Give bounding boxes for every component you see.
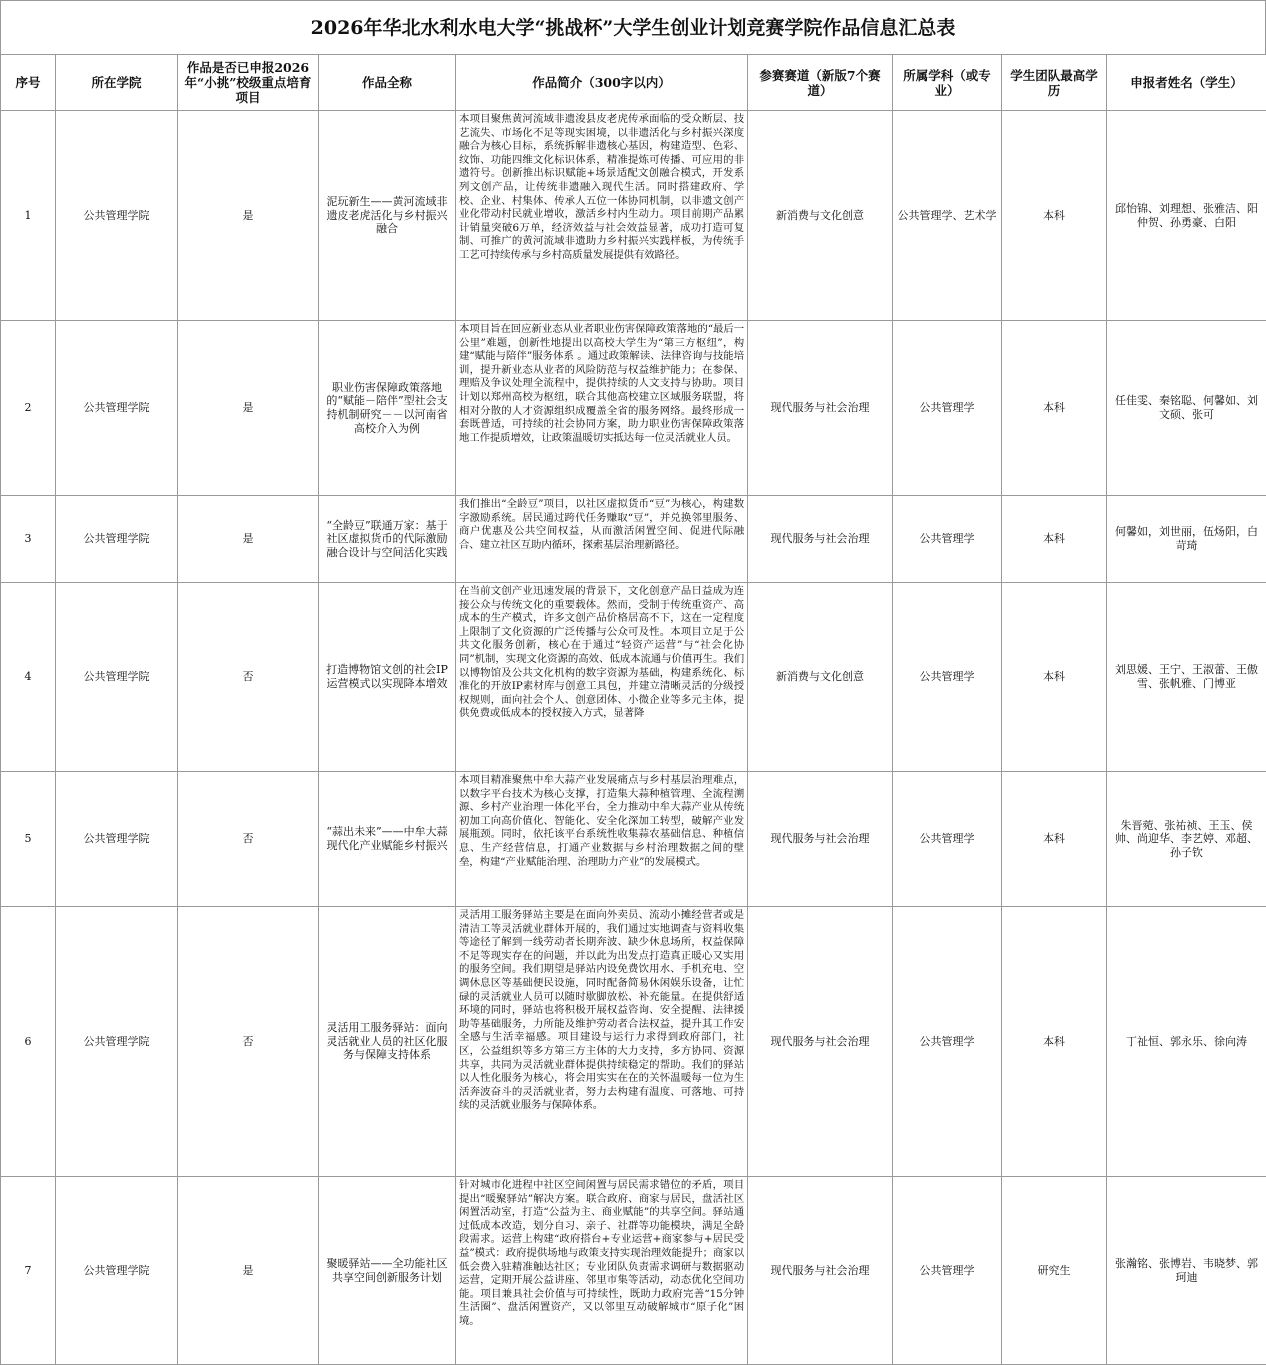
intro-text: 我们推出“全龄豆”项目，以社区虚拟货币“豆”为核心，构建数字激励系统。居民通过跨代任务赚取“豆”，并兑换邻里服务、商户优惠及公共空间权益，从而激活闲置空间、促进代际融合、建立社区互助内循环，探索基层治理新路径。 [459, 498, 744, 551]
cell-discipline: 公共管理学 [893, 907, 1002, 1177]
cell-work-name: 职业伤害保障政策落地的“赋能－陪伴”型社会支持机制研究－－以河南省高校介入为例 [319, 321, 456, 496]
header-applicants: 申报者姓名（学生） [1107, 55, 1266, 111]
cell-intro [456, 1177, 748, 1365]
cell-college: 公共管理学院 [56, 496, 178, 583]
cell-work-name: “蒜出未来”——中牟大蒜现代化产业赋能乡村振兴 [319, 772, 456, 907]
table-row [1, 907, 1266, 1177]
table-row [1, 772, 1266, 907]
cell-degree: 本科 [1002, 111, 1107, 321]
cell-key-project: 是 [178, 321, 319, 496]
header-discipline: 所属学科（或专业） [893, 55, 1002, 111]
header-key-project: 作品是否已申报2026年“小挑”校级重点培育项目 [178, 55, 319, 111]
table-row [1, 321, 1266, 496]
sheet-title: 2026年华北水利水电大学“挑战杯”大学生创业计划竞赛学院作品信息汇总表 [0, 0, 1266, 54]
cell-applicants: 刘思媛、王宁、王淑蕾、王傲雪、张帆雅、门博亚 [1107, 583, 1266, 772]
cell-discipline: 公共管理学 [893, 496, 1002, 583]
cell-college: 公共管理学院 [56, 1177, 178, 1365]
cell-seq: 6 [1, 907, 56, 1177]
cell-college: 公共管理学院 [56, 321, 178, 496]
cell-degree: 研究生 [1002, 1177, 1107, 1365]
cell-work-name: 聚暖驿站——全功能社区共享空间创新服务计划 [319, 1177, 456, 1365]
table-row [1, 111, 1266, 321]
cell-applicants: 邱怡锦、刘理想、张雅洁、阳仲贺、孙勇豪、白阳 [1107, 111, 1266, 321]
header-seq: 序号 [1, 55, 56, 111]
cell-discipline: 公共管理学、艺术学 [893, 111, 1002, 321]
cell-key-project: 是 [178, 111, 319, 321]
cell-degree: 本科 [1002, 907, 1107, 1177]
cell-college: 公共管理学院 [56, 907, 178, 1177]
cell-work-name: 灵活用工服务驿站：面向灵活就业人员的社区化服务与保障支持体系 [319, 907, 456, 1177]
cell-seq: 3 [1, 496, 56, 583]
intro-text: 本项目旨在回应新业态从业者职业伤害保障政策落地的“最后一公里”难题，创新性地提出以高校大学生为“第三方枢纽”，构建“赋能与陪伴”服务体系 。通过政策解读、法律咨询与技能培训，提升新业态从业者的风险防范与权益维护能力；在参保、理赔及争议处理全流程中，提供持续的人文支持与协助。项目计划以郑州高校为枢纽，联合其他高校建立区域服务联盟，将相对分散的人才资源组织成覆盖全省的服务网络。最终形成一套既普适，可持续的社会协同方案，助力职业伤害保障政策落地工作提质增效，让政策温暖切实抵达每一位灵活就业人员。 [459, 323, 744, 444]
cell-key-project: 是 [178, 496, 319, 583]
intro-text: 本项目聚焦黄河流域非遗浚县皮老虎传承面临的受众断层、技艺流失、市场化不足等现实困境，以非遗活化与乡村振兴深度融合为核心目标，系统拆解非遗核心基因，构建造型、色彩、纹饰、功能四维文化标识体系，精准提炼可传播、可应用的非遗符号。创新推出标识赋能+场景适配文创融合模式，开发系列文创产品，让传统非遗融入现代生活。同时搭建政府、学校、企业、村集体、传承人五位一体协同机制，以非遗文创产业化带动村民就业增收，激活乡村内生动力。项目前期产品累计销量突破6万单，经济效益与社会效益显著，成功打造可复制、可推广的黄河流域非遗助力乡村振兴实践样板，为传统手工艺可持续传承与乡村高质量发展提供有效路径。 [459, 113, 744, 261]
header-name: 作品全称 [319, 55, 456, 111]
cell-key-project: 是 [178, 1177, 319, 1365]
cell-discipline: 公共管理学 [893, 1177, 1002, 1365]
cell-intro [456, 321, 748, 496]
cell-work-name: “全龄豆”联通万家：基于社区虚拟货币的代际激励融合设计与空间活化实践 [319, 496, 456, 583]
cell-degree: 本科 [1002, 321, 1107, 496]
cell-degree: 本科 [1002, 772, 1107, 907]
cell-seq: 5 [1, 772, 56, 907]
cell-college: 公共管理学院 [56, 772, 178, 907]
cell-seq: 7 [1, 1177, 56, 1365]
cell-college: 公共管理学院 [56, 111, 178, 321]
cell-seq: 4 [1, 583, 56, 772]
cell-key-project: 否 [178, 907, 319, 1177]
cell-work-name: 打造博物馆文创的社会IP运营模式以实现降本增效 [319, 583, 456, 772]
cell-track: 现代服务与社会治理 [748, 772, 893, 907]
header-row [1, 55, 1266, 111]
intro-text: 灵活用工服务驿站主要是在面向外卖员、流动小摊经营者或是清洁工等灵活就业群体开展的，我们通过实地调查与资料收集等途径了解到一线劳动者长期奔波、缺少休息场所，权益保障不足等现实存在的问题，并以此为出发点打造真正暖心又实用的服务空间。我们期望是驿站内设免费饮用水、手机充电、空调休息区等基础便民设施，同时配备简易休闲娱乐设备，让忙碌的灵活就业人员可以随时歇脚放松、补充能量。在提供舒适环境的同时，驿站也将积极开展权益咨询、安全提醒、法律援助等基础服务，力所能及维护劳动者合法权益，提升其工作安全感与生活幸福感。项目建设与运行力求得到政府部门，社区，公益组织等多方第三方主体的大力支持，多方协同、资源共享，共同为灵活就业群体提供持续稳定的帮助。我们的驿站以人性化服务为核心，将会用实实在在的关怀温暖每一位为生活奔波奋斗的灵活就业者，努力去构建有温度、可落地、可持续的灵活就业服务与保障体系。 [459, 909, 744, 1112]
cell-work-name: 泥玩新生——黄河流域非遗皮老虎活化与乡村振兴融合 [319, 111, 456, 321]
cell-seq: 2 [1, 321, 56, 496]
cell-degree: 本科 [1002, 496, 1107, 583]
works-table [0, 54, 1266, 1365]
cell-discipline: 公共管理学 [893, 583, 1002, 772]
intro-text: 在当前文创产业迅速发展的背景下，文化创意产品日益成为连接公众与传统文化的重要载体。然而，受制于传统重资产、高成本的生产模式，许多文创产品价格居高不下，这在一定程度上限制了文化资源的广泛传播与公众可及性。本项目立足于公共文化服务创新，核心在于通过“轻资产运营”与“社会化协同”机制，实现文化资源的高效、低成本流通与价值再生。我们以博物馆及公共文化机构的数字资源为基础，构建系统化、标准化的开放IP素材库与创意工具包，并建立清晰灵活的分级授权规则，面向社会个人、创意团体、小微企业等多元主体，提供免费或低成本的授权接入方式，显著降 [459, 585, 744, 720]
cell-college: 公共管理学院 [56, 583, 178, 772]
intro-text: 本项目精准聚焦中牟大蒜产业发展痛点与乡村基层治理难点，以数字平台技术为核心支撑，打造集大蒜种植管理、全流程溯源、乡村产业治理一体化平台，全力推动中牟大蒜产业从传统初加工向高价值化、智能化、安全化深加工转型，破解产业发展瓶颈。同时，依托该平台系统性收集蒜农基础信息、种植信息、生产经营信息，打通产业数据与乡村治理数据之间的壁垒，构建“产业赋能治理、治理助力产业”的发展模式。 [459, 774, 744, 868]
header-college: 所在学院 [56, 55, 178, 111]
cell-track: 新消费与文化创意 [748, 111, 893, 321]
cell-applicants: 张瀚铭、张博岩、韦晓梦、郭珂迪 [1107, 1177, 1266, 1365]
cell-applicants: 朱晋菀、张祐祯、王玉、侯帅、尚迎华、李艺婷、邓超、孙子钦 [1107, 772, 1266, 907]
cell-key-project: 否 [178, 772, 319, 907]
cell-applicants: 何馨如，刘世丽，伍炀阳，白苛琦 [1107, 496, 1266, 583]
header-intro: 作品简介（300字以内） [456, 55, 748, 111]
intro-text: 针对城市化进程中社区空间闲置与居民需求错位的矛盾，项目提出“暖聚驿站”解决方案。联合政府、商家与居民，盘活社区闲置活动室，打造“公益为主、商业赋能”的共享空间。驿站通过低成本改造，划分自习、亲子、社群等功能模块，满足全龄段需求。运营上构建“政府搭台+专业运营+商家参与+居民受益”模式：政府提供场地与政策支持实现治理效能提升；商家以低会费入驻精准触达社区；专业团队负责需求调研与数据驱动运营，定期开展公益讲座、邻里市集等活动，动态优化空间功能。项目兼具社会价值与可持续性，既助力政府完善“15分钟生活圈”、盘活闲置资产，又以邻里互动破解城市“原子化”困境。 [459, 1179, 744, 1327]
header-degree: 学生团队最高学历 [1002, 55, 1107, 111]
cell-track: 现代服务与社会治理 [748, 496, 893, 583]
cell-intro [456, 496, 748, 583]
cell-seq: 1 [1, 111, 56, 321]
cell-track: 现代服务与社会治理 [748, 1177, 893, 1365]
cell-discipline: 公共管理学 [893, 772, 1002, 907]
cell-discipline: 公共管理学 [893, 321, 1002, 496]
cell-key-project: 否 [178, 583, 319, 772]
cell-intro [456, 907, 748, 1177]
cell-intro [456, 111, 748, 321]
cell-degree: 本科 [1002, 583, 1107, 772]
table-row [1, 583, 1266, 772]
cell-intro [456, 583, 748, 772]
cell-track: 现代服务与社会治理 [748, 321, 893, 496]
cell-track: 现代服务与社会治理 [748, 907, 893, 1177]
cell-intro [456, 772, 748, 907]
table-row [1, 496, 1266, 583]
table-row [1, 1177, 1266, 1365]
cell-track: 新消费与文化创意 [748, 583, 893, 772]
header-track: 参赛赛道（新版7个赛道） [748, 55, 893, 111]
cell-applicants: 丁祉恒、郭永乐、徐向涛 [1107, 907, 1266, 1177]
cell-applicants: 任佳雯、秦铭聪、何馨如、刘文硕、张可 [1107, 321, 1266, 496]
